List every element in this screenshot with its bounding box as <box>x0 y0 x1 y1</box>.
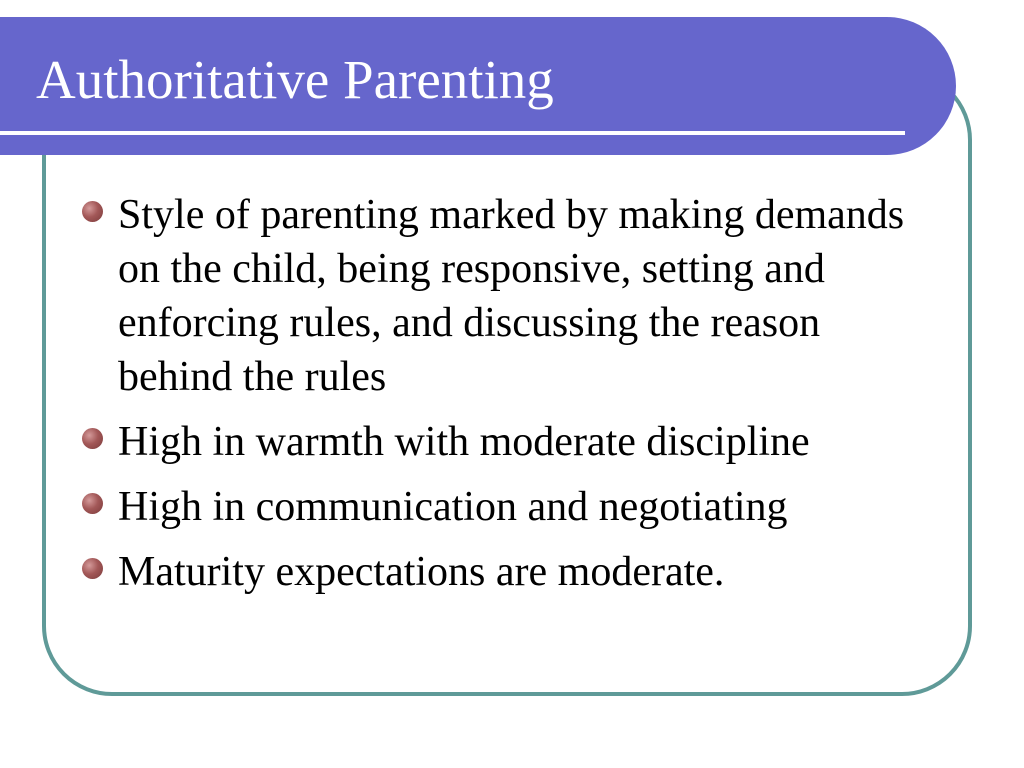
bullet-item <box>78 188 938 404</box>
bullet-icon <box>82 201 103 222</box>
bullet-icon <box>82 428 103 449</box>
bullet-text: Style of parenting marked by making demands on the child, being responsive, setting and enforcing rules, and discussing the reason behind the rules <box>118 192 905 400</box>
slide-title: Authoritative Parenting <box>36 49 554 110</box>
bullet-item <box>78 480 938 534</box>
bullet-text: Maturity expectations are moderate. <box>118 549 725 595</box>
bullet-icon <box>82 558 103 579</box>
bullet-list <box>78 188 938 610</box>
bullet-text: High in communication and negotiating <box>118 484 788 530</box>
bullet-item <box>78 545 938 599</box>
bullet-text: High in warmth with moderate discipline <box>118 419 810 465</box>
bullet-item <box>78 415 938 469</box>
title-divider <box>0 131 905 135</box>
bullet-icon <box>82 493 103 514</box>
